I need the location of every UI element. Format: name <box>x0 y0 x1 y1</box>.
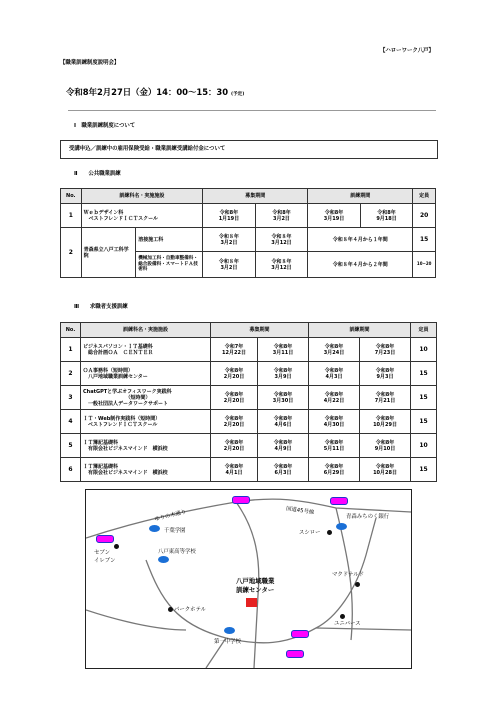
table-row <box>61 204 436 228</box>
event-datetime-text: 令和8年2月27日（金）14：00～15：30 <box>66 87 229 97</box>
row-capacity: 10 <box>411 338 437 362</box>
col-recruit: 募集期間 <box>211 323 309 338</box>
org-label: 【ハローワーク八戸】 <box>380 48 434 54</box>
section3-heading: Ⅲ 求職者支援訓練 <box>74 304 128 310</box>
row-no: 5 <box>61 434 81 458</box>
job-seeker-training-table <box>60 322 437 482</box>
public-training-table <box>60 188 436 278</box>
table-row <box>61 458 437 482</box>
table-row <box>61 410 437 434</box>
section1-heading: Ⅰ 職業訓練制度について <box>74 123 136 129</box>
col-capacity: 定員 <box>413 189 436 204</box>
row-rec-start: 令和８年 3月2日 <box>203 228 256 252</box>
row-course: 溶接施工科 <box>136 228 203 252</box>
row-no: 2 <box>61 362 81 386</box>
row-rec-end: 令和８年 3月12日 <box>255 228 308 252</box>
row-no: 1 <box>61 338 81 362</box>
row-course: ＩＴ簿記基礎科 有限会社ビジネスマインド 横浜校 <box>81 434 211 458</box>
table-header-row <box>61 323 437 338</box>
row-train-end: 令和8年 10月28日 <box>360 458 411 482</box>
bank-label: 青森みちのく銀行 <box>346 514 390 520</box>
table-header-row <box>61 189 436 204</box>
row-no: 3 <box>61 386 81 410</box>
event-datetime <box>66 86 244 98</box>
row-rec-start: 令和8年 2月20日 <box>211 362 258 386</box>
road-yuri-label: ゆりの木通り <box>153 509 187 523</box>
row-train-start: 令和8年 5月11日 <box>309 434 360 458</box>
row-no: 6 <box>61 458 81 482</box>
training-center-building-icon <box>246 598 257 607</box>
row-capacity: 15 <box>411 410 437 434</box>
center-label: 八戸地域職業 訓練センター <box>236 577 275 594</box>
page-title: 【職業訓練制度説明会】 <box>60 60 120 66</box>
univers-label: ユニバース <box>334 621 361 627</box>
row-train-start: 令和8年 4月30日 <box>309 410 360 434</box>
col-recruit: 募集期間 <box>203 189 308 204</box>
sushiro-marker-icon <box>327 530 332 535</box>
row-rec-end: 令和8年 3月9日 <box>258 362 309 386</box>
row-train-start: 令和8年 6月29日 <box>309 458 360 482</box>
row-course: ＩＴ・Web制作実践科（短時間） ベストフレンドＩＣＴスクール <box>81 410 211 434</box>
col-no: No. <box>61 189 82 204</box>
road-45-label: 国道45号線 <box>285 506 315 516</box>
park-hotel-marker-icon <box>168 607 173 612</box>
mcd-label: マクドナルド <box>332 572 365 578</box>
sushiro-label: スシロー <box>299 530 321 536</box>
school1-label: 第一中学校 <box>214 639 241 645</box>
car-icon <box>330 497 348 505</box>
col-course: 訓練科名・実施施設 <box>81 189 203 204</box>
row-train-start: 令和8年 4月22日 <box>309 386 360 410</box>
col-training: 訓練期間 <box>309 323 411 338</box>
row-train-period: 令和８年４月から２年間 <box>308 252 413 278</box>
row-facility: 青森県立八戸工科学院 <box>81 228 136 278</box>
row-capacity: 15 <box>411 362 437 386</box>
table-row <box>61 434 437 458</box>
car-icon <box>232 496 250 504</box>
col-capacity: 定員 <box>411 323 437 338</box>
table-row <box>61 362 437 386</box>
event-note: (予定) <box>230 92 245 97</box>
hachinohe-high-label: 八戸東高等学校 <box>158 549 196 555</box>
chiba-marker-icon <box>149 525 160 532</box>
row-capacity: 20 <box>413 204 436 228</box>
row-capacity: 10~20 <box>413 252 436 278</box>
univers-marker-icon <box>340 614 345 619</box>
car-icon <box>291 630 309 638</box>
park-hotel-label: パークホテル <box>174 607 207 613</box>
row-train-end: 令和8年 10月29日 <box>360 410 411 434</box>
row-train-start: 令和8年 3月24日 <box>309 338 360 362</box>
table-row <box>61 228 436 252</box>
road <box>316 628 411 630</box>
row-course: 機械加工科・自動車整備科・総合設備科・スマートＦＡ技術科 <box>136 252 203 278</box>
row-rec-end: 令和8年 3月2日 <box>255 204 308 228</box>
col-training: 訓練期間 <box>308 189 413 204</box>
seven-label: セブン イレブン <box>94 550 116 564</box>
row-train-end: 令和8年 9月18日 <box>360 204 413 228</box>
row-capacity: 10 <box>411 434 437 458</box>
row-no: 4 <box>61 410 81 434</box>
chiba-label: 千葉学園 <box>164 528 186 534</box>
row-rec-start: 令和8年 1月19日 <box>203 204 256 228</box>
access-map <box>85 489 412 669</box>
row-course: Ｗｅｂデザイン科 ベストフレンドＩＣＴスクール <box>81 204 203 228</box>
row-course: ビジネスパソコン・ＩＴ基礎科 総合計画ＯＡ ＣＥＮＴＥＲ <box>81 338 211 362</box>
section2-heading: Ⅱ 公共職業訓練 <box>74 171 121 177</box>
mcd-marker-icon <box>355 582 360 587</box>
row-rec-end: 令和8年 4月6日 <box>258 410 309 434</box>
road <box>236 499 411 512</box>
row-rec-end: 令和8年 6月3日 <box>258 458 309 482</box>
row-rec-start: 令和7年 12月22日 <box>211 338 258 362</box>
row-rec-end: 令和8年 4月9日 <box>258 434 309 458</box>
row-rec-end: 令和８年 3月12日 <box>255 252 308 278</box>
table-row <box>61 386 437 410</box>
row-no: 2 <box>61 228 82 278</box>
school1-marker-icon <box>224 627 235 634</box>
row-train-start: 令和8年 4月3日 <box>309 362 360 386</box>
row-train-end: 令和8年 9月10日 <box>360 434 411 458</box>
seven-marker-icon <box>114 544 119 549</box>
row-rec-end: 令和8年 3月11日 <box>258 338 309 362</box>
row-rec-start: 令和8年 2月20日 <box>211 386 258 410</box>
row-train-end: 令和8年 7月21日 <box>360 386 411 410</box>
row-rec-start: 令和8年 4月1日 <box>211 458 258 482</box>
row-rec-start: 令和８年 3月2日 <box>203 252 256 278</box>
section1-box <box>60 140 438 159</box>
row-capacity: 15 <box>411 458 437 482</box>
row-course: ＩＴ簿記基礎科 有限会社ビジネスマインド 横浜校 <box>81 458 211 482</box>
row-course: ＯＡ事務科（短時間） 八戸地域職業訓練センター <box>81 362 211 386</box>
car-icon <box>96 535 114 543</box>
row-train-start: 令和8年 3月19日 <box>308 204 361 228</box>
row-train-end: 令和8年 7月23日 <box>360 338 411 362</box>
row-capacity: 15 <box>411 386 437 410</box>
row-train-end: 令和8年 9月3日 <box>360 362 411 386</box>
row-capacity: 15 <box>413 228 436 252</box>
car-icon <box>286 650 304 658</box>
row-no: 1 <box>61 204 82 228</box>
divider <box>68 110 436 111</box>
highschool-marker-icon <box>158 556 169 563</box>
row-course: ChatGPTと学ぶオフィスワーク実践科 （短時間） 一般社団法人データワークサポート <box>81 386 211 410</box>
row-rec-end: 令和8年 3月30日 <box>258 386 309 410</box>
bank-marker-icon <box>336 523 347 530</box>
col-course: 訓練科名・実施施設 <box>81 323 211 338</box>
row-train-period: 令和８年４月から１年間 <box>308 228 413 252</box>
road <box>86 610 186 630</box>
row-rec-start: 令和8年 2月20日 <box>211 434 258 458</box>
row-rec-start: 令和8年 2月20日 <box>211 410 258 434</box>
col-no: No. <box>61 323 81 338</box>
section1-box-text: 受講申込／訓練中の雇用保険受給・職業訓練受講給付金について <box>69 146 226 152</box>
table-row <box>61 338 437 362</box>
